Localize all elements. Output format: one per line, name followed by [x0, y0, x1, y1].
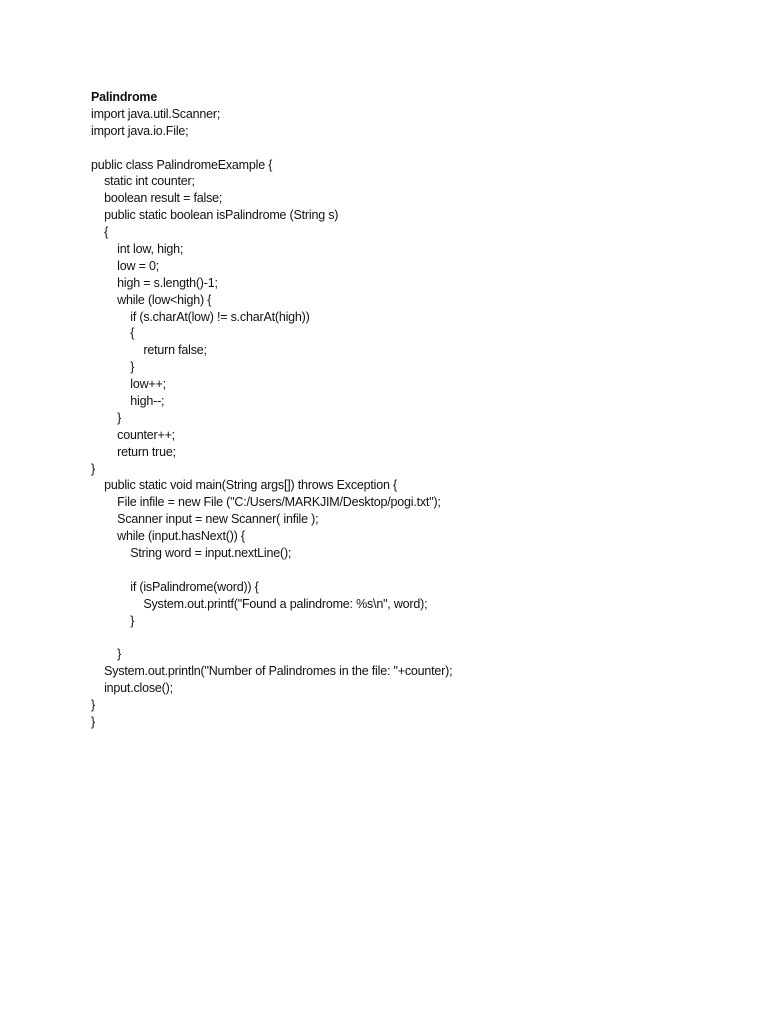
code-line: if (s.charAt(low) != s.charAt(high)): [91, 309, 310, 324]
code-line: high--;: [91, 394, 165, 409]
code-line: import java.io.File;: [91, 123, 189, 138]
code-line: return false;: [91, 343, 207, 358]
code-line: int low, high;: [91, 242, 184, 257]
code-line: }: [91, 698, 95, 713]
code-line: low++;: [91, 377, 166, 392]
code-line: Scanner input = new Scanner( infile );: [91, 512, 319, 527]
code-line: {: [91, 326, 135, 341]
code-line: high = s.length()-1;: [91, 275, 218, 290]
code-line: }: [91, 714, 95, 729]
code-line: {: [91, 225, 109, 240]
code-line: input.close();: [91, 681, 173, 696]
code-line: }: [91, 647, 122, 662]
code-line: public static void main(String args[]) throws Exception {: [91, 478, 397, 493]
code-line: if (isPalindrome(word)) {: [91, 579, 259, 594]
code-line: public class PalindromeExample {: [91, 157, 273, 172]
code-line: import java.util.Scanner;: [91, 106, 221, 121]
code-line: [91, 630, 711, 647]
code-line: String word = input.nextLine();: [91, 546, 292, 561]
code-document: [91, 89, 711, 731]
code-line: while (low<high) {: [91, 292, 212, 307]
code-line: while (input.hasNext()) {: [91, 529, 245, 544]
code-line: counter++;: [91, 427, 175, 442]
code-line: }: [91, 461, 95, 476]
code-line: }: [91, 410, 122, 425]
code-line: }: [91, 360, 135, 375]
code-line: System.out.printf("Found a palindrome: %s\n", word);: [91, 596, 428, 611]
code-line: System.out.println("Number of Palindromes in the file: "+counter);: [91, 664, 453, 679]
code-line: File infile = new File ("C:/Users/MARKJIM/Desktop/pogi.txt");: [91, 495, 441, 510]
code-line: boolean result = false;: [91, 191, 223, 206]
code-line: static int counter;: [91, 174, 195, 189]
code-line: [91, 562, 711, 579]
code-line: public static boolean isPalindrome (String s): [91, 208, 339, 223]
code-line: return true;: [91, 444, 176, 459]
code-line: low = 0;: [91, 258, 160, 273]
code-line: [91, 140, 711, 157]
document-title: Palindrome: [91, 90, 158, 104]
code-line: }: [91, 613, 135, 628]
